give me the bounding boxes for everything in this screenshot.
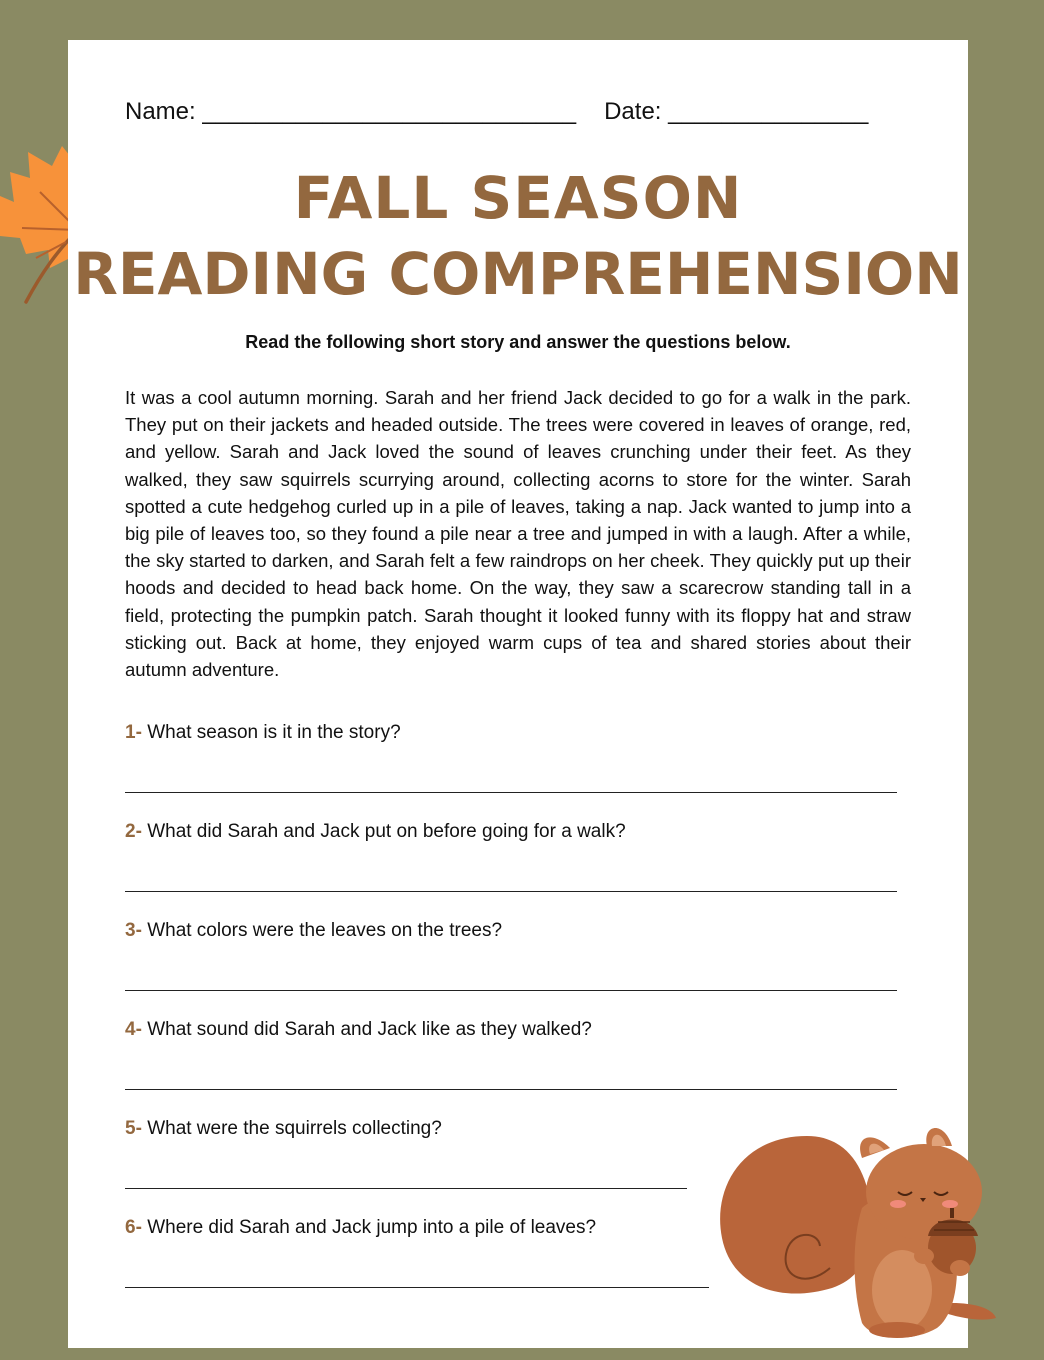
page-title <box>68 160 968 312</box>
question-text: What sound did Sarah and Jack like as they walked? <box>147 1019 592 1040</box>
question-text: What colors were the leaves on the trees? <box>147 920 503 941</box>
question-number: 1- <box>125 722 142 743</box>
answer-line-2[interactable] <box>125 891 897 892</box>
story-paragraph: It was a cool autumn morning. Sarah and her friend Jack decided to go for a walk in the park. They put on their jackets and headed outside. The trees were covered in leaves of orange, red, and yellow. Sarah and Jack loved the sound of leaves crunching under their feet. As they walked, they saw squirrels scurrying around, collecting acorns to store for the winter. Sarah spotted a cute hedgehog curled up in a pile of leaves, taking a nap. Jack wanted to jump into a big pile of leaves too, so they found a pile near a tree and jumped in with a laugh. After a while, the sky started to darken, and Sarah felt a few raindrops on her cheek. They quickly put up their hoods and decided to head back home. On the way, they saw a scarecrow standing tall in a field, protecting the pumpkin patch. Sarah thought it looked funny with its floppy hat and straw sticking out. Back at home, they enjoyed warm cups of tea and shared stories about their autumn adventure. <box>125 387 911 681</box>
answer-line-4[interactable] <box>125 1089 897 1090</box>
question-4 <box>125 1019 592 1041</box>
answer-line-5[interactable] <box>125 1188 687 1189</box>
question-number: 5- <box>125 1118 142 1139</box>
answer-line-1[interactable] <box>125 792 897 793</box>
question-text: What were the squirrels collecting? <box>147 1118 442 1139</box>
question-number: 4- <box>125 1019 142 1040</box>
answer-line-3[interactable] <box>125 990 897 991</box>
answer-line-6[interactable] <box>125 1287 709 1288</box>
question-1 <box>125 722 401 744</box>
question-number: 6- <box>125 1217 142 1238</box>
squirrel-with-acorn-icon <box>712 1118 1012 1348</box>
question-6 <box>125 1217 596 1239</box>
question-text: What did Sarah and Jack put on before going for a walk? <box>147 821 626 842</box>
date-field[interactable]: Date: _______________ <box>604 98 869 125</box>
question-5 <box>125 1118 442 1140</box>
question-number: 3- <box>125 920 142 941</box>
question-text: Where did Sarah and Jack jump into a pile of leaves? <box>147 1217 597 1238</box>
name-date-row <box>125 98 868 126</box>
question-number: 2- <box>125 821 142 842</box>
question-text: What season is it in the story? <box>147 722 401 743</box>
question-3 <box>125 920 502 942</box>
question-2 <box>125 821 626 843</box>
name-field[interactable]: Name: ____________________________ <box>125 98 577 125</box>
title-line-2: READING COMPREHENSION <box>73 240 963 308</box>
title-line-1: FALL SEASON <box>293 164 743 232</box>
instructions: Read the following short story and answer the questions below. <box>245 332 791 352</box>
